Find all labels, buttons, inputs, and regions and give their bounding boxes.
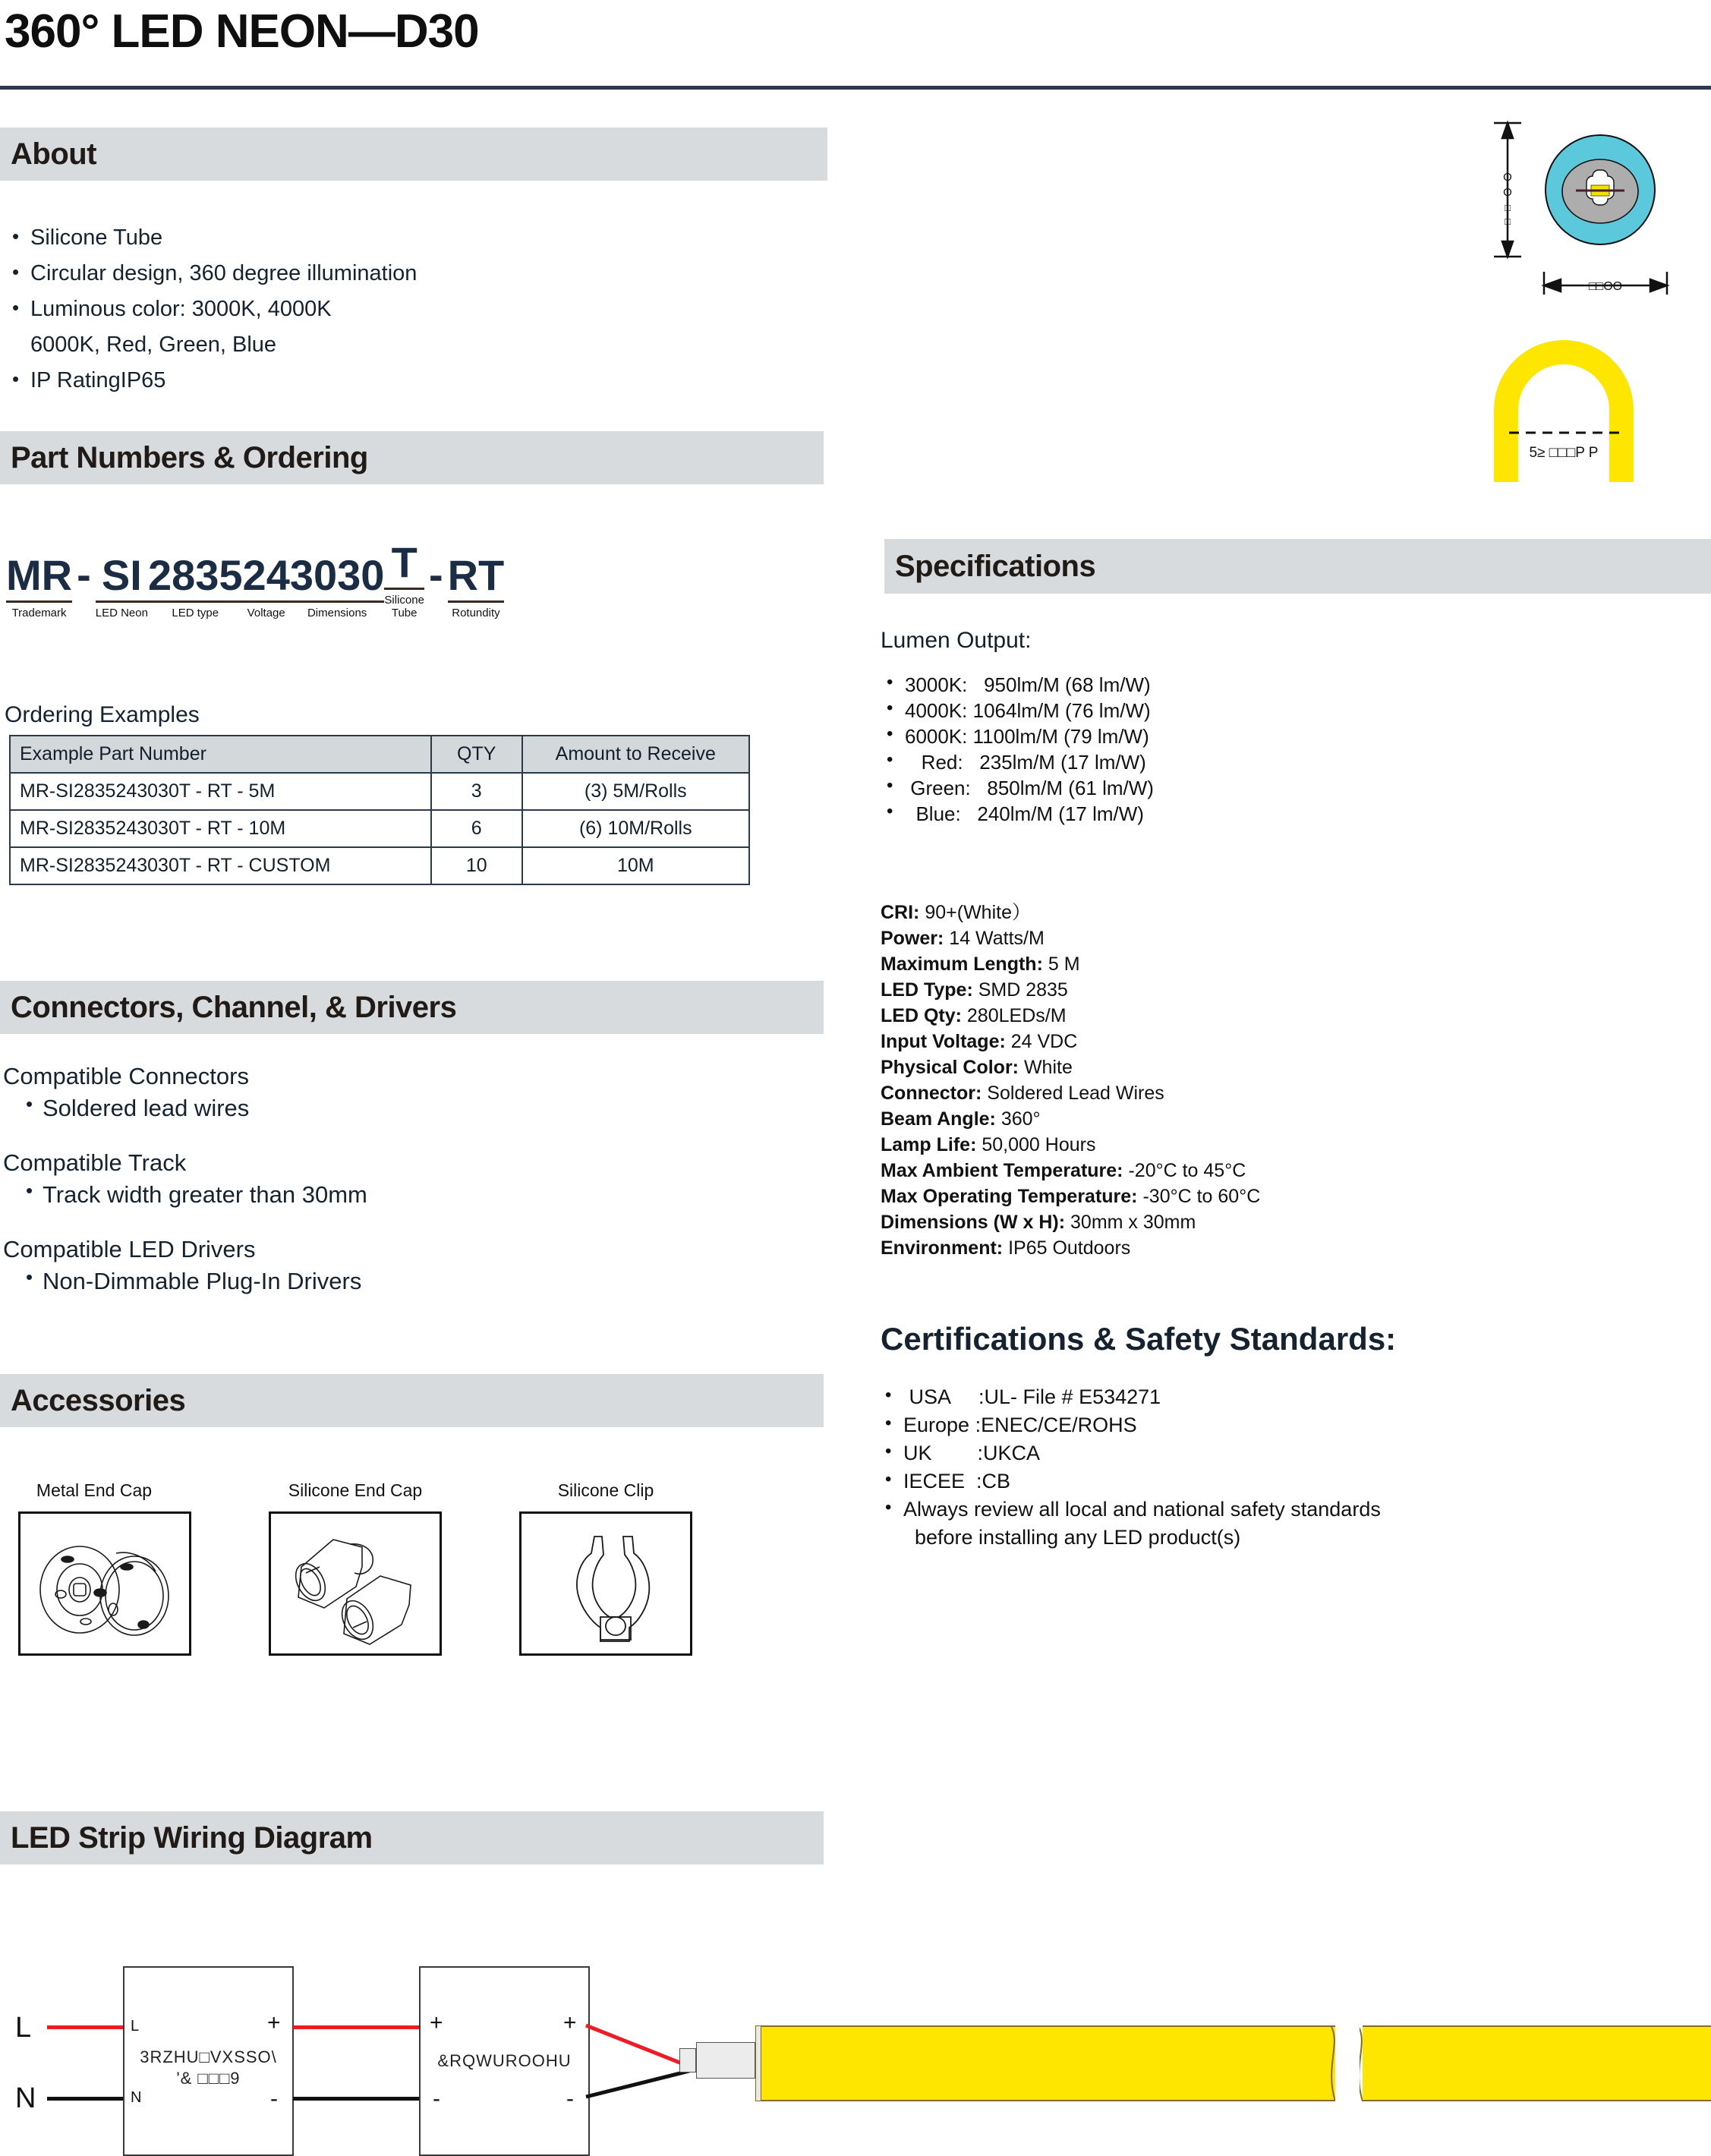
part-number-underline [243, 600, 290, 603]
specification-key: Max Operating Temperature: [881, 1186, 1138, 1207]
bend-radius-label: 5≥ □□□P P [1529, 445, 1599, 461]
power-supply-box [123, 1966, 294, 2156]
connector-group [3, 1236, 367, 1295]
power-supply-terminal-plus: + [267, 2010, 281, 2035]
controller-output-minus: - [566, 2086, 574, 2111]
wire-dc-positive-1 [293, 2025, 422, 2029]
specification-row [881, 1235, 1260, 1261]
accessory-silicone-clip [519, 1480, 692, 1656]
about-bullet-list [5, 220, 417, 399]
part-number-label: Rotundity [452, 607, 500, 619]
certification-item: • IECEE :CB [881, 1467, 1381, 1496]
wiring-neutral-label: N [15, 2082, 36, 2114]
section-header-part-numbers-label: Part Numbers & Ordering [11, 440, 368, 474]
strip-lead-sleeve [696, 2042, 755, 2079]
wire-dc-negative-1 [293, 2097, 422, 2101]
part-number-code: MR [6, 551, 73, 599]
accessory-caption: Silicone End Cap [288, 1480, 423, 1500]
accessory-image-frame [269, 1511, 442, 1656]
part-number-code: 3030 [289, 551, 385, 599]
cross-section-drawing [1480, 114, 1708, 315]
section-header-specifications-label: Specifications [895, 549, 1096, 583]
part-number-label: Silicone Tube [384, 594, 424, 619]
table-cell: MR-SI2835243030T - RT - 10M [10, 810, 431, 847]
controller-input-plus: + [430, 2010, 443, 2035]
strip-lead-connector [679, 2048, 696, 2072]
part-number-underline [384, 588, 424, 590]
svg-text:□: □ [1505, 216, 1511, 227]
lumen-output-item: • Red: 235lm/M (17 lm/W) [881, 749, 1154, 775]
specification-key: Max Ambient Temperature: [881, 1160, 1123, 1181]
specification-value: SMD 2835 [972, 979, 1068, 1001]
certifications-list [881, 1383, 1381, 1552]
table-cell: MR-SI2835243030T - RT - 5M [10, 773, 431, 810]
metal-end-cap-drawing [20, 1514, 194, 1658]
controller-output-plus: + [563, 2010, 577, 2035]
ordering-examples-heading: Ordering Examples [5, 702, 200, 727]
specification-value: White [1019, 1057, 1073, 1078]
part-number-underline [96, 600, 148, 603]
part-number-code: 2835 [147, 551, 243, 599]
specification-key: LED Qty: [881, 1005, 962, 1026]
part-number-segment [148, 553, 243, 619]
section-header-wiring [0, 1811, 824, 1864]
specification-row [881, 1003, 1260, 1029]
specification-key: Maximum Length: [881, 953, 1043, 975]
specification-key: Power: [881, 928, 944, 949]
lumen-output-item: • 3000K: 950lm/M (68 lm/W) [881, 672, 1154, 698]
power-supply-terminal-minus: - [270, 2086, 278, 2111]
table-column-header: Amount to Receive [522, 736, 749, 773]
accessory-metal-end-cap [18, 1480, 191, 1656]
page-title: 360° LED NEON—D30 [5, 5, 479, 58]
table-cell: (6) 10M/Rolls [522, 810, 749, 847]
connector-group-heading: Compatible Connectors [3, 1063, 249, 1089]
specification-row [881, 951, 1260, 977]
cross-section-height-label: O [1503, 171, 1512, 184]
certification-item: • Always review all local and national safety standards [881, 1496, 1381, 1524]
wiring-diagram [0, 1898, 1711, 2116]
controller-label: &RQWUROOHU [437, 2051, 572, 2070]
part-number-code: SI [101, 551, 142, 599]
connector-group-item: • Track width greater than 30mm [3, 1181, 367, 1209]
table-cell: (3) 5M/Rolls [522, 773, 749, 810]
table-cell: 3 [431, 773, 522, 810]
table-column-header: Example Part Number [10, 736, 431, 773]
certifications-heading: Certifications & Safety Standards: [881, 1321, 1397, 1357]
part-number-label: LED type [172, 607, 219, 619]
connector-group-item: • Soldered lead wires [3, 1095, 367, 1122]
connectors-content [3, 1063, 367, 1322]
part-number-label: Trademark [11, 607, 67, 619]
table-row [10, 810, 749, 847]
section-header-connectors-label: Connectors, Channel, & Drivers [11, 990, 457, 1024]
specification-value: 30mm x 30mm [1065, 1212, 1196, 1233]
specification-value: 14 Watts/M [944, 928, 1045, 949]
led-neon-tube-segment-2 [1363, 2025, 1711, 2101]
part-number-segment [448, 553, 505, 619]
section-header-specifications [884, 539, 1711, 594]
power-supply-label-line2: '& □□□9 [176, 2069, 241, 2088]
specification-row [881, 1132, 1260, 1158]
specification-row [881, 1106, 1260, 1132]
power-supply-terminal-l: L [131, 2018, 140, 2035]
specification-value: 360° [995, 1108, 1041, 1130]
accessory-image-frame [519, 1511, 692, 1656]
accessory-silicone-end-cap [269, 1480, 442, 1656]
specification-value: 280LEDs/M [961, 1005, 1067, 1026]
specification-row [881, 925, 1260, 951]
specification-row [881, 1029, 1260, 1054]
about-bullet: • Luminous color: 3000K, 4000K [5, 292, 417, 327]
table-column-header: QTY [431, 736, 522, 773]
specification-value: Soldered Lead Wires [982, 1083, 1164, 1104]
led-tube-end-left [755, 2025, 761, 2101]
section-header-about-label: About [11, 137, 97, 171]
accessory-caption: Silicone Clip [557, 1480, 654, 1500]
table-cell: 6 [431, 810, 522, 847]
part-number-code: 24 [242, 551, 290, 599]
table-row [10, 773, 749, 810]
specification-value: IP65 Outdoors [1003, 1237, 1131, 1259]
led-neon-tube-segment-1 [755, 2025, 1340, 2101]
specification-value: -30°C to 60°C [1137, 1186, 1261, 1207]
wire-neutral-input [47, 2097, 127, 2101]
silicone-clip-drawing [521, 1514, 695, 1658]
specification-key: LED Type: [881, 979, 973, 1001]
specification-value: 24 VDC [1005, 1031, 1078, 1052]
part-number-segment [384, 538, 424, 619]
specification-value: 90+(White） [919, 902, 1031, 923]
bend-radius-drawing [1465, 326, 1693, 490]
power-supply-terminal-n: N [131, 2089, 142, 2106]
certification-item: • UK :UKCA [881, 1439, 1381, 1467]
specification-row [881, 1209, 1260, 1235]
connector-group [3, 1063, 367, 1122]
wire-converging-leads [585, 2012, 691, 2110]
part-number-code: T [391, 538, 418, 586]
connector-group-heading: Compatible LED Drivers [3, 1236, 256, 1262]
specification-row [881, 900, 1260, 925]
controller-box [419, 1966, 590, 2156]
connector-group-heading: Compatible Track [3, 1149, 187, 1176]
specification-value: -20°C to 45°C [1123, 1160, 1246, 1181]
ordering-examples-table [9, 735, 750, 885]
part-number-underline [448, 600, 505, 603]
power-supply-label-line1: 3RZHU□VXSSO\ [140, 2047, 277, 2066]
part-number-underline [6, 600, 72, 603]
about-bullet: • Circular design, 360 degree illumination [5, 256, 417, 292]
specification-key: Beam Angle: [881, 1108, 996, 1130]
specification-key: Connector: [881, 1083, 982, 1104]
lumen-output-item: • Green: 850lm/M (61 lm/W) [881, 775, 1154, 801]
table-header-row [10, 736, 749, 773]
table-cell: 10 [431, 847, 522, 884]
specification-value: 5 M [1042, 953, 1080, 975]
part-number-segment [290, 553, 385, 619]
section-header-accessories-label: Accessories [11, 1383, 186, 1417]
cross-section-width-label: □□OO [1588, 280, 1623, 293]
section-header-accessories [0, 1374, 824, 1427]
table-cell: 10M [522, 847, 749, 884]
part-number-underline [290, 600, 385, 603]
table-cell: MR-SI2835243030T - RT - CUSTOM [10, 847, 431, 884]
about-bullet: 6000K, Red, Green, Blue [30, 333, 277, 357]
part-number-underline [148, 600, 243, 603]
lumen-output-item: • 4000K: 1064lm/M (76 lm/W) [881, 698, 1154, 723]
lumen-output-item: • 6000K: 1100lm/M (79 lm/W) [881, 723, 1154, 749]
svg-text:□: □ [1505, 202, 1511, 213]
part-number-segment [96, 553, 148, 619]
certification-item: • Europe :ENEC/CE/ROHS [881, 1411, 1381, 1439]
part-number-label: Dimensions [307, 607, 367, 619]
certification-item: before installing any LED product(s) [903, 1526, 1241, 1549]
table-row [10, 847, 749, 884]
lumen-output-list [881, 672, 1154, 827]
lumen-output-item: • Blue: 240lm/M (17 lm/W) [881, 801, 1154, 827]
silicone-end-cap-drawing [271, 1514, 444, 1658]
specification-row [881, 1158, 1260, 1184]
specification-key: Environment: [881, 1237, 1004, 1259]
part-number-segment [243, 553, 290, 619]
about-bullet: • Silicone Tube [5, 220, 417, 256]
specification-key: CRI: [881, 902, 920, 923]
accessory-caption: Metal End Cap [36, 1480, 153, 1500]
section-header-about [0, 128, 827, 181]
specification-row [881, 1080, 1260, 1106]
specification-key: Physical Color: [881, 1057, 1019, 1078]
specification-value: 50,000 Hours [976, 1134, 1096, 1155]
wiring-line-label: L [15, 2012, 32, 2044]
certification-item: • USA :UL- File # E534271 [881, 1383, 1381, 1411]
about-bullet: • IP RatingIP65 [5, 363, 417, 399]
specification-key: Input Voltage: [881, 1031, 1006, 1052]
specifications-detail-list [881, 900, 1260, 1261]
accessory-image-frame [18, 1511, 191, 1656]
specification-key: Dimensions (W x H): [881, 1212, 1066, 1233]
connector-group-item: • Non-Dimmable Plug-In Drivers [3, 1268, 367, 1295]
specification-key: Lamp Life: [881, 1134, 977, 1155]
part-number-segment [6, 553, 72, 619]
svg-text:O: O [1503, 186, 1512, 199]
specification-row [881, 977, 1260, 1003]
title-divider [0, 86, 1711, 90]
section-header-connectors [0, 981, 824, 1034]
controller-input-minus: - [433, 2086, 440, 2111]
part-number-label: Voltage [247, 607, 285, 619]
part-number-dash: - [428, 550, 443, 598]
specification-row [881, 1184, 1260, 1209]
part-number-label: LED Neon [95, 607, 148, 619]
part-number-breakdown [6, 538, 505, 619]
section-header-wiring-label: LED Strip Wiring Diagram [11, 1820, 373, 1855]
wire-live-input [47, 2025, 127, 2029]
section-header-part-numbers [0, 431, 824, 484]
specification-row [881, 1054, 1260, 1080]
connector-group [3, 1149, 367, 1209]
lumen-output-heading: Lumen Output: [881, 628, 1032, 653]
part-number-code: RT [447, 551, 505, 599]
part-number-dash: - [77, 550, 91, 598]
